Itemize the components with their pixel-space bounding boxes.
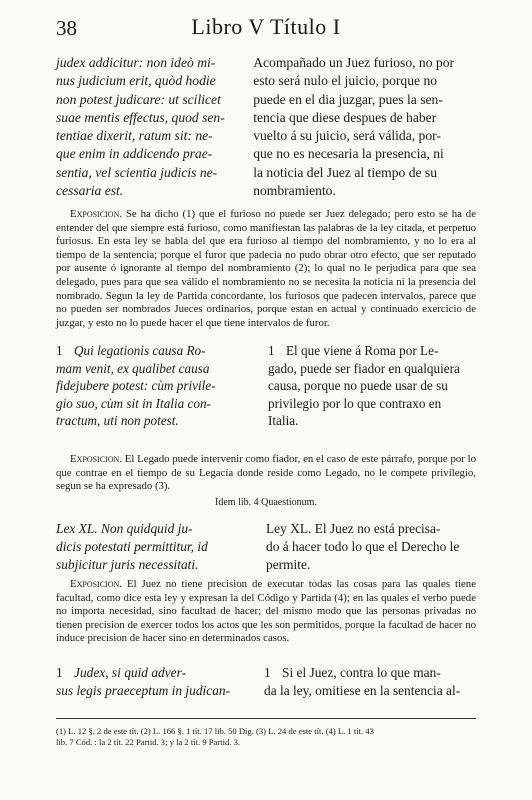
latin-column: [56, 520, 261, 574]
page-header: [56, 14, 476, 44]
footnote-divider: [56, 718, 476, 719]
exposition-label: Exposicion.: [70, 578, 122, 590]
latin-column: [56, 664, 261, 700]
spanish-line: gado, puede ser fiador en qualquiera: [268, 360, 460, 376]
spanish-column: [264, 664, 476, 700]
page-number: 38: [56, 16, 77, 40]
spanish-line: causa, porque no puede usar de su: [268, 378, 448, 394]
latin-column: [56, 342, 258, 430]
latin-line: fidejubere potest: cùm privile-: [56, 378, 216, 394]
paragraph-number: 1: [268, 343, 275, 358]
footnote-line: (1) L. 12 §. 2 de este tít. (2) L. 166 §. 1 tít. 17 lib. 50 Dig. (3) L. 24 de este tít. (4) L. 1 tít. 43: [56, 726, 374, 736]
paragraph-number: 1: [264, 665, 271, 680]
latin-line: tentiae dixerit, ratum sit: ne-: [56, 128, 213, 144]
exposition-label: Exposicion.: [70, 453, 122, 465]
spanish-line: nombramiento.: [253, 183, 336, 199]
exposition-text: El Juez no tiene precision de executar todas las cosas para las quales tiene facultad, como dice esta ley y expresan la del Código y Partida (4); en las quales el verbo puede no importa necesidad, sino facultad de hacer; del mismo modo que las personas privadas no tienen precision de exercer todos los actos que les son permitidos, porque la facultad de hacer no induce precision de hacer sino en determinados casos.: [56, 578, 476, 645]
spanish-line: Ley XL. El Juez no está precisa-: [266, 521, 441, 536]
footnote-line: lib. 7 Cód. : la 2 tít. 22 Partid. 3; y la 2 tít. 9 Partid. 3.: [56, 737, 241, 748]
spanish-line: da la ley, omitiese en la sentencia al-: [264, 683, 461, 698]
law-text-block-1: [56, 54, 476, 200]
latin-line: non potest judicare: ut scilicet: [56, 91, 221, 107]
paragraph-number: 1: [56, 665, 63, 680]
latin-line: dicis potestati permittitur, id: [56, 539, 208, 554]
latin-line: sentia, vel scientia judicis ne-: [56, 164, 218, 180]
spanish-line: vuelto á su juicio, será válida, por-: [253, 128, 441, 144]
latin-line: Judex, si quid adver-: [74, 665, 187, 680]
spanish-line: permite.: [266, 557, 311, 572]
latin-line: tractum, uti non potest.: [56, 413, 179, 429]
spanish-line: privilegio por lo que contraxo en: [268, 395, 442, 411]
latin-line: cessaria est.: [56, 183, 124, 199]
latin-line: Qui legationis causa Ro-: [74, 343, 206, 358]
latin-line: suae mentis effectus, quod sen-: [56, 109, 225, 125]
law-text-block-2: [56, 342, 476, 430]
latin-column: [56, 54, 253, 200]
latin-line: subjicitur juris necessitati.: [56, 557, 199, 572]
latin-line: sus legis praeceptum in judican-: [56, 683, 231, 698]
spanish-line: Acompañado un Juez furioso, no por: [253, 55, 455, 70]
paragraph-number: 1: [56, 343, 63, 358]
exposition-text: Se ha dicho (1) que el furioso no puede ser Juez delegado; pero esto se ha de entender del que siempre está furioso, como manifiestan las palabras de la ley citada, et perpetuo furiosus. En esta ley se habla del que era furioso al tiempo del nombramiento, y no lo era al tiempo de la sentencia; porque el furor que padecia no pudo obrar otro efecto, que ser reputado por ausente ó ignorante al tiempo del nombramiento (2); lo qual no le perjudica para que sea delegado, pues para que sea válido el nombramiento no se necesita la noticia ni la presencia del nombrado. Segun la ley de Partida concordante, los furiosos que padecen intervalos, parece que no pueden ser nombrados Jueces ordinarios, porque estan en actual y continuado exercicio de juzgar, y esto no lo puede hacer el que tiene intervalos de furor.: [56, 208, 476, 329]
exposition-3: [56, 578, 476, 646]
latin-line: mam venit, ex qualibet causa: [56, 360, 210, 376]
spanish-line: El que viene á Roma por Le-: [286, 343, 439, 358]
spanish-line: Italia.: [268, 413, 299, 429]
latin-line: nus judicium erit, quòd hodie: [56, 73, 216, 89]
exposition-text: El Legado puede intervenir como fiador, en el caso de este párrafo, porque por lo que contrae en el tiempo de su Legacía donde reside como Legado, no le compete privilegio, segun se ha expresado (3).: [56, 453, 477, 493]
spanish-line: do á hacer todo lo que el Derecho le: [266, 539, 460, 554]
exposition-1: [56, 208, 476, 330]
spanish-column: [268, 342, 476, 430]
footnotes: [56, 726, 476, 749]
latin-line: judex addicitur: non ideò mi-: [56, 55, 216, 70]
spanish-line: la noticia del Juez al tiempo de su: [253, 164, 438, 180]
spanish-line: esto será nulo el juicio, porque no: [253, 73, 438, 89]
law-text-block-3: [56, 520, 476, 574]
running-title: Libro V Título I: [191, 14, 341, 39]
law-text-block-4: [56, 664, 476, 700]
spanish-line: que no es necesaria la presencia, ni: [253, 146, 444, 162]
spanish-column: [266, 520, 476, 574]
latin-line: gio suo, cùm sit in Italia con-: [56, 395, 211, 411]
spanish-column: [253, 54, 476, 200]
latin-line: que enim in addicendo prae-: [56, 146, 213, 162]
spanish-line: tencia que diese despues de haber: [253, 109, 437, 125]
source-citation: Idem lib. 4 Quaestionum.: [215, 497, 317, 508]
spanish-line: puede en el dia juzgar, pues la sen-: [253, 91, 443, 107]
exposition-label: Exposicion.: [70, 208, 122, 220]
spanish-line: Si el Juez, contra lo que man-: [282, 665, 441, 680]
exposition-2: [56, 453, 476, 494]
latin-line: Lex XL. Non quidquid ju-: [56, 521, 193, 536]
